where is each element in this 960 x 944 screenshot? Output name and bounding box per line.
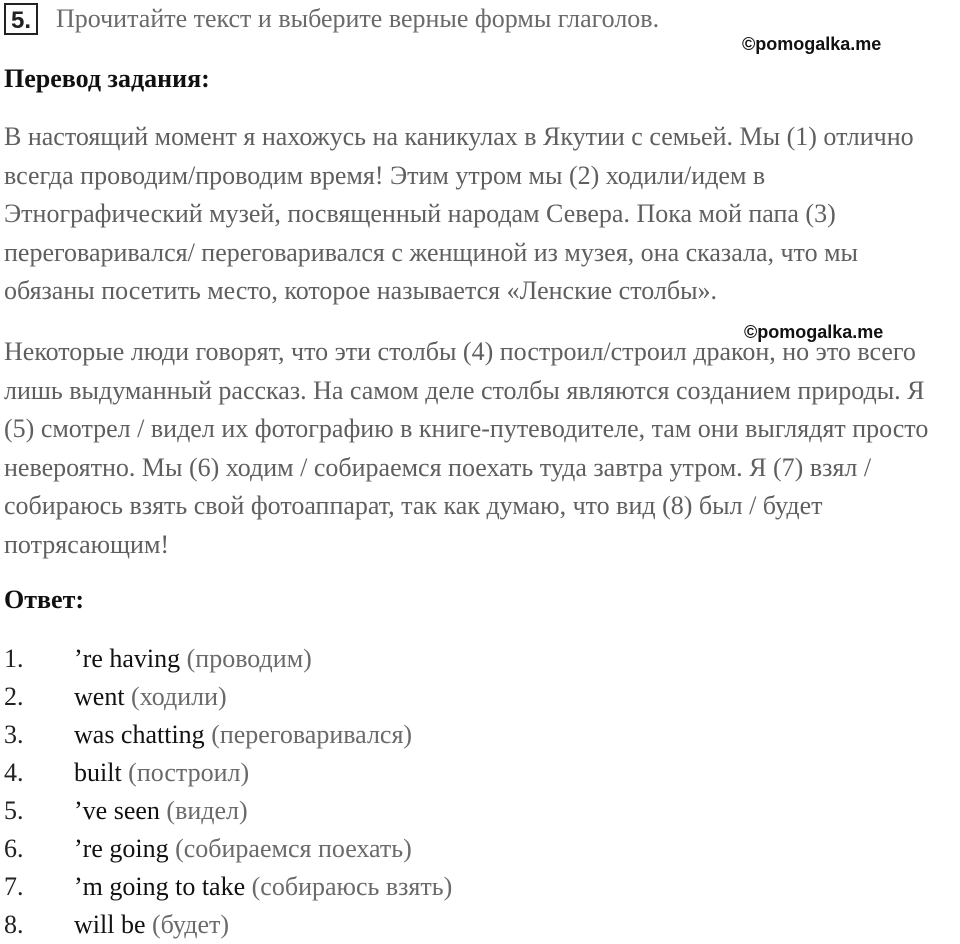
answer-russian: (построил) bbox=[128, 758, 250, 787]
answer-number: 7. bbox=[4, 872, 24, 901]
answer-item bbox=[4, 678, 452, 716]
answer-item bbox=[4, 792, 452, 830]
answer-english: went bbox=[74, 682, 125, 711]
task-instruction: Прочитайте текст и выберите верные формы глаголов. bbox=[56, 4, 660, 33]
translation-heading: Перевод задания: bbox=[4, 64, 210, 93]
answer-item bbox=[4, 640, 452, 678]
answer-number: 6. bbox=[4, 834, 24, 863]
answer-english: will be bbox=[74, 910, 146, 939]
answer-english: ’m going to take bbox=[74, 872, 246, 901]
answer-english: ’re going bbox=[74, 834, 169, 863]
answer-heading: Ответ: bbox=[4, 585, 85, 614]
answer-english: was chatting bbox=[74, 720, 205, 749]
answer-item bbox=[4, 868, 452, 906]
translation-paragraph-2: Некоторые люди говорят, что эти столбы (4) построил/строил дракон, но это всего лишь выдуманный рассказ. На самом деле столбы являются созданием природы. Я (5) смотрел / видел их фотографию в книге-путеводителе, там они выглядят просто невероятно. Мы (6) ходим / собираемся поехать туда завтра утром. Я (7) взял / собираюсь взять свой фотоаппарат, так как думаю, что вид (8) был / будет потрясающим! bbox=[4, 337, 929, 559]
answer-russian: (видел) bbox=[166, 796, 248, 825]
answer-english: built bbox=[74, 758, 122, 787]
answer-item bbox=[4, 716, 452, 754]
answer-russian: (будет) bbox=[152, 910, 230, 939]
answer-number: 2. bbox=[4, 682, 24, 711]
answer-item bbox=[4, 906, 452, 944]
answer-number: 1. bbox=[4, 644, 24, 673]
answer-number: 8. bbox=[4, 910, 24, 939]
answer-english: ’ve seen bbox=[74, 796, 160, 825]
answer-english: ’re having bbox=[74, 644, 181, 673]
watermark: ©pomogalka.me bbox=[742, 34, 882, 54]
translation-paragraph-1: В настоящий момент я нахожусь на каникулах в Якутии с семьей. Мы (1) отлично всегда проводим/проводим время! Этим утром мы (2) ходили/идем в Этнографический музей, посвященный народам Севера. Пока мой папа (3) переговаривался/ переговаривался с женщиной из музея, она сказала, что мы обязаны посетить место, которое называется «Ленские столбы». bbox=[4, 122, 914, 305]
answer-number: 5. bbox=[4, 796, 24, 825]
answer-item bbox=[4, 830, 452, 868]
task-header bbox=[4, 3, 659, 35]
answer-item bbox=[4, 754, 452, 792]
watermark: ©pomogalka.me bbox=[744, 322, 884, 342]
answer-number: 3. bbox=[4, 720, 24, 749]
answer-list bbox=[4, 640, 452, 944]
answer-russian: (собираемся поехать) bbox=[175, 834, 412, 863]
answer-number: 4. bbox=[4, 758, 24, 787]
answer-russian: (собираюсь взять) bbox=[251, 872, 453, 901]
answer-russian: (переговаривался) bbox=[211, 720, 413, 749]
task-number-box: 5. bbox=[4, 3, 38, 35]
answer-russian: (проводим) bbox=[186, 644, 312, 673]
answer-russian: (ходили) bbox=[131, 682, 227, 711]
